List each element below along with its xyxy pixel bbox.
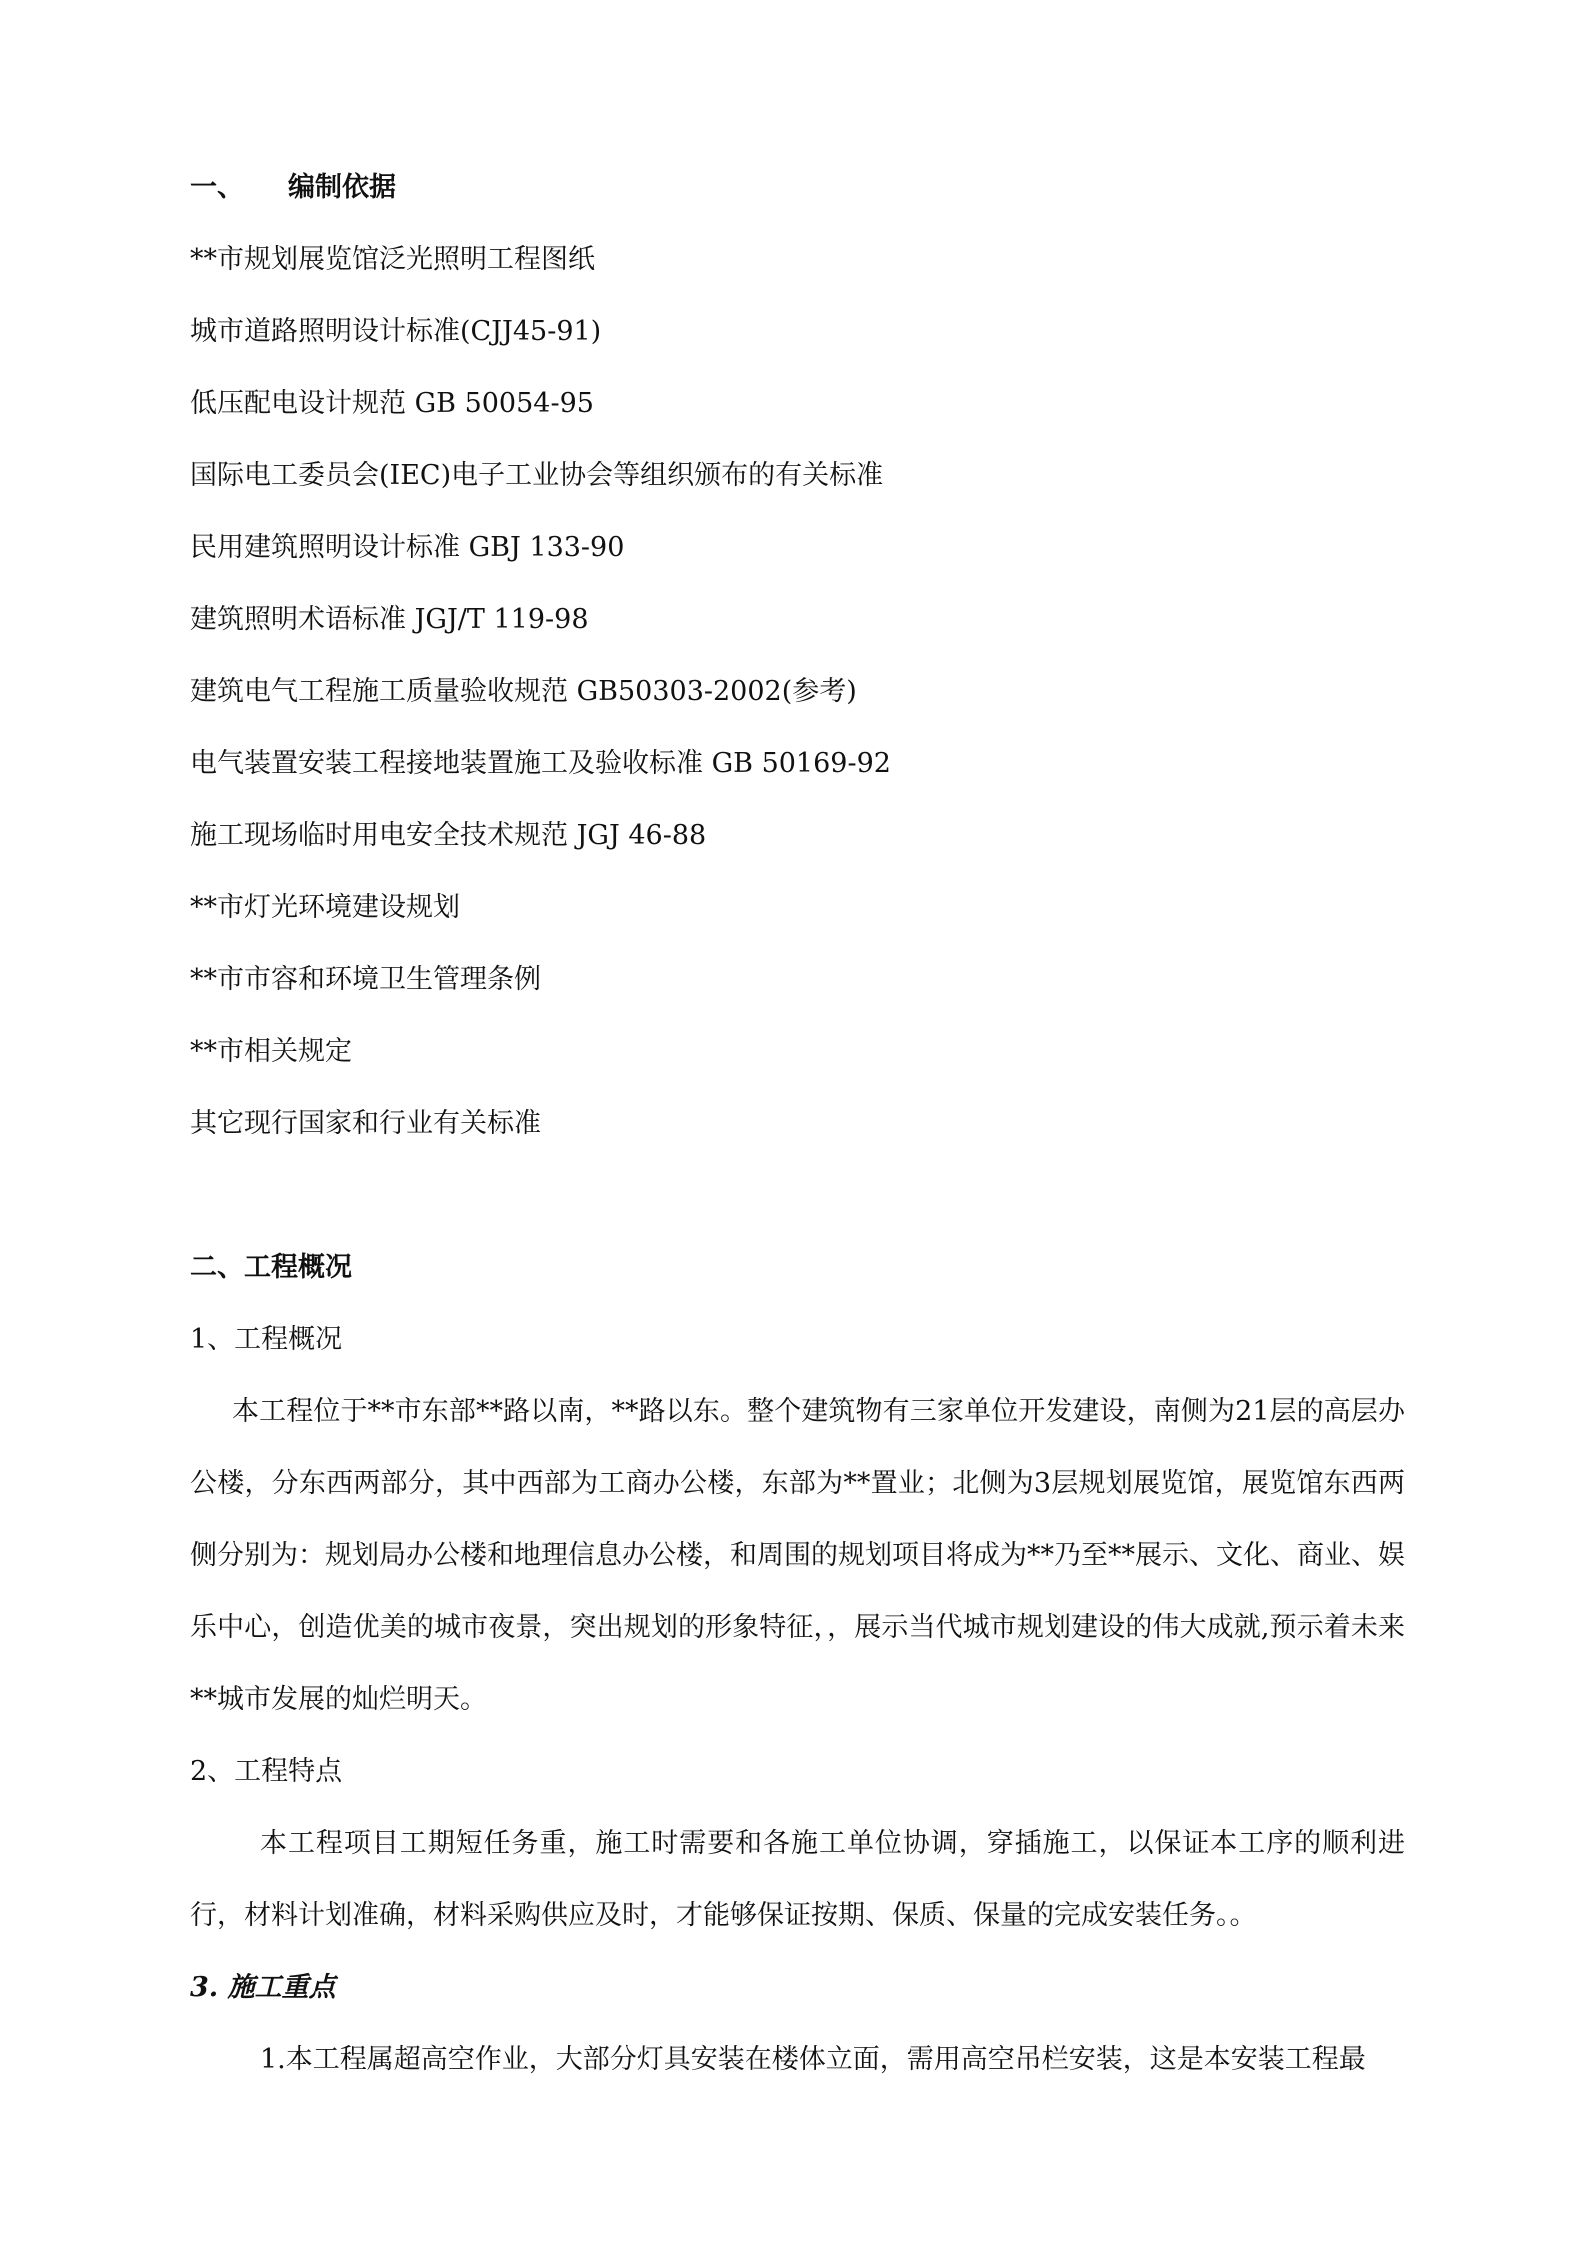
reference-item-1: **市规划展览馆泛光照明工程图纸 xyxy=(190,244,595,275)
section-1-title: 编制依据 xyxy=(288,172,396,203)
reference-item-8: 电气装置安装工程接地装置施工及验收标准 GB 50169-92 xyxy=(190,748,891,779)
subsection-1-body: 本工程位于**市东部**路以南，**路以东。整个建筑物有三家单位开发建设，南侧为21层的高层办公楼，分东西两部分，其中西部为工商办公楼，东部为**置业；北侧为3层规划展览馆，展览馆东西两侧分别为：规划局办公楼和地理信息办公楼，和周围的规划项目将成为**乃至**展示、文化、商业、娱乐中心，创造优美的城市夜景，突出规划的形象特征，，展示当代城市规划建设的伟大成就,预示着未来**城市发展的灿烂明天。 xyxy=(190,1396,1405,1715)
reference-item-6: 建筑照明术语标准 JGJ/T 119-98 xyxy=(190,604,589,635)
section-1-number: 一、 xyxy=(190,172,244,203)
subsection-3-title: 3. 施工重点 xyxy=(190,1972,336,2003)
reference-item-3: 低压配电设计规范 GB 50054-95 xyxy=(190,388,594,419)
subsection-1-title: 1、工程概况 xyxy=(190,1324,343,1355)
reference-item-7: 建筑电气工程施工质量验收规范 GB50303-2002(参考) xyxy=(190,676,857,707)
reference-item-9: 施工现场临时用电安全技术规范 JGJ 46-88 xyxy=(190,820,707,851)
reference-item-11: **市市容和环境卫生管理条例 xyxy=(190,964,541,995)
reference-item-13: 其它现行国家和行业有关标准 xyxy=(190,1108,541,1139)
reference-item-12: **市相关规定 xyxy=(190,1036,352,1067)
subsection-3-body: 1.本工程属超高空作业，大部分灯具安装在楼体立面，需用高空吊栏安装，这是本安装工程最 xyxy=(260,2044,1366,2075)
reference-item-5: 民用建筑照明设计标准 GBJ 133-90 xyxy=(190,532,625,563)
section-1-heading xyxy=(190,168,396,208)
subsection-2-title: 2、工程特点 xyxy=(190,1756,343,1787)
section-2-heading: 二、工程概况 xyxy=(190,1252,352,1283)
reference-item-10: **市灯光环境建设规划 xyxy=(190,892,460,923)
subsection-2-body: 本工程项目工期短任务重，施工时需要和各施工单位协调，穿插施工，以保证本工序的顺利进行，材料计划准确，材料采购供应及时，才能够保证按期、保质、保量的完成安装任务。。 xyxy=(190,1828,1405,1931)
reference-item-2: 城市道路照明设计标准(CJJ45-91) xyxy=(190,316,602,347)
reference-item-4: 国际电工委员会(IEC)电子工业协会等组织颁布的有关标准 xyxy=(190,460,884,491)
